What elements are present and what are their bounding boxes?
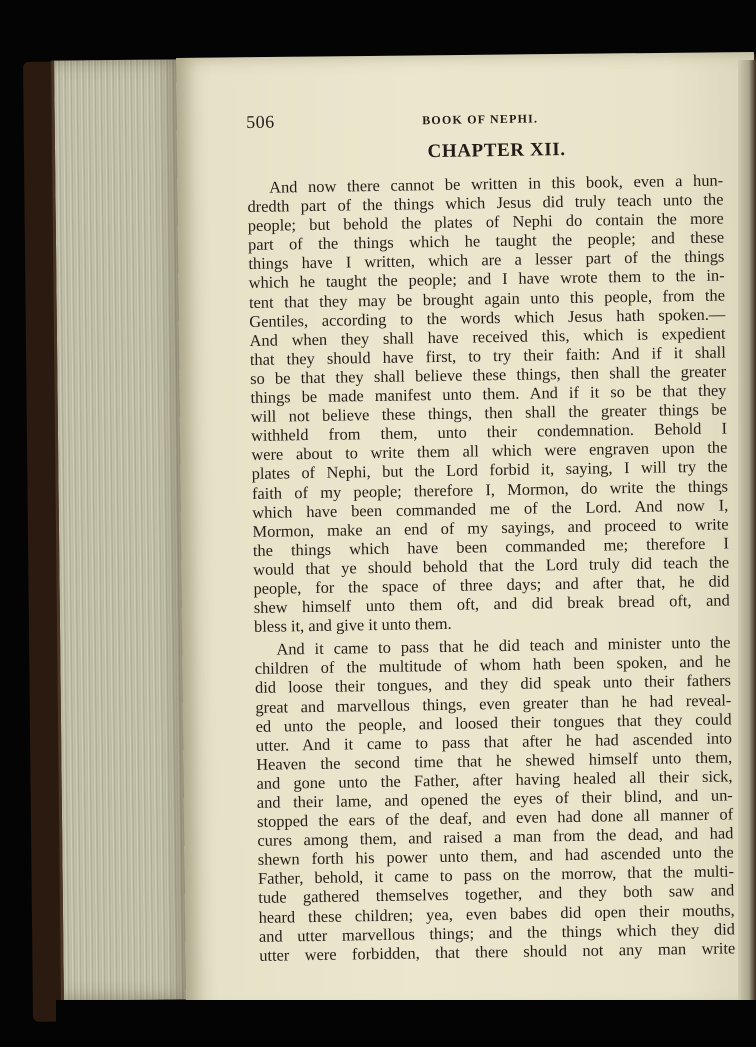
- text-line: Heaven the second time that he shewed himself unto them,: [256, 747, 733, 774]
- paragraph-2: [254, 633, 735, 965]
- text-line: the things which have been commanded me; therefore I: [252, 533, 729, 560]
- text-line: which he taught the people; and I have wrote them to the in-: [248, 265, 725, 293]
- text-line: utter. And it came to pass that after he had ascended into: [255, 728, 733, 755]
- text-line: and utter marvellous things; and the things which they did: [258, 919, 736, 946]
- text-line: plates of Nephi, but the Lord forbid it, saying, I will try the: [251, 456, 728, 484]
- text-line: things have I written, which are a lesser part of the things: [248, 246, 725, 274]
- text-line: cures among them, and raised a man from the dead, and had: [257, 823, 734, 851]
- text-line: And when they shall have received this, which is expedient: [249, 323, 726, 350]
- text-line: will not believe these things, then shall the greater things be: [250, 399, 727, 427]
- text-line: children of the multitude of whom hath been spoken, and he: [254, 651, 731, 679]
- text-line: great and marvellous things, even greater than he had reveal-: [255, 689, 732, 717]
- book-title: BOOK OF NEPHI.: [422, 111, 539, 128]
- text-line: tude gathered themselves together, and they both saw and: [258, 880, 735, 908]
- text-line: And it came to pass that he did teach and minister unto the: [276, 632, 731, 659]
- page-edges: [51, 59, 192, 1000]
- chapter-heading: CHAPTER XII.: [427, 138, 566, 163]
- page-content: [246, 105, 735, 965]
- page-right-edge: [738, 60, 756, 1010]
- text-line: and gone unto the Father, after having healed all their sick,: [256, 766, 733, 793]
- text-line: Gentiles, according to the words which Jesus hath spoken.—: [249, 304, 726, 331]
- text-line: that they should have first, to try their faith: And if it shall: [249, 342, 726, 369]
- text-line: Mormon, make an end of my sayings, and proceed to write: [252, 514, 729, 541]
- text-line: things be made manifest unto them. And if it so be that they: [250, 380, 727, 407]
- text-line: part of the things which he taught the people; and these: [247, 227, 725, 255]
- paragraph-1: [247, 171, 730, 637]
- text-line: were about to write them all which were engraven upon the: [251, 437, 728, 465]
- text-line: and their lame, and opened the eyes of their blind, and un-: [256, 785, 733, 812]
- text-line: people, for the space of three days; and after that, he did: [253, 571, 730, 598]
- text-line: And now there cannot be written in this book, even a hun-: [269, 170, 724, 197]
- text-line: utter were forbidden, that there should not any man write: [259, 938, 736, 965]
- text-line: Father, behold, it came to pass on the morrow, that the multi-: [257, 861, 735, 889]
- text-line: shewn forth his power unto them, and had ascended unto the: [257, 842, 734, 870]
- text-line: faith of my people; therefore I, Mormon, do write the things: [251, 475, 729, 503]
- text-line: bless it, and give it unto them.: [253, 613, 452, 637]
- text-line: stopped the ears of the deaf, and even had done all manner of: [256, 804, 734, 832]
- text-line: people; but behold the plates of Nephi do contain the more: [247, 208, 724, 236]
- text-line: did loose their tongues, and they did speak unto their fathers: [254, 670, 732, 698]
- text-line: which have been commanded me of the Lord. And now I,: [252, 495, 729, 522]
- page-number: 506: [246, 111, 275, 132]
- text-line: so be that they shall believe these things, then shall the greater: [250, 361, 727, 388]
- text-line: ed unto the people, and loosed their tongues that they could: [255, 709, 732, 736]
- text-line: shew himself unto them oft, and did break bread oft, and: [253, 590, 730, 618]
- scan-bottom-shadow: [56, 1000, 756, 1047]
- text-line: dredth part of the things which Jesus did truly teach unto the: [247, 189, 724, 217]
- text-line: heard these children; yea, even babes did open their mouths,: [258, 899, 735, 927]
- text-line: withheld from them, unto their condemnation. Behold I: [250, 418, 728, 446]
- text-line: would that ye should behold that the Lord truly did teach the: [253, 552, 730, 579]
- text-line: tent that they may be brought again unto this people, from the: [248, 285, 726, 312]
